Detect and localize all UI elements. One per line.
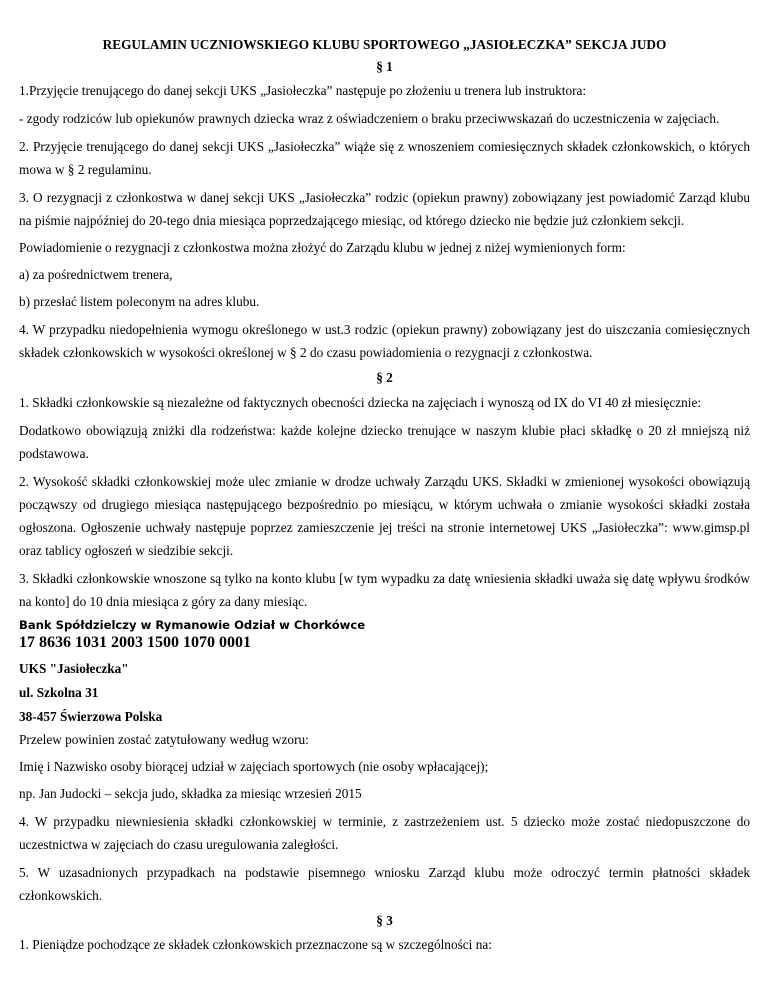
s2-paragraph: Dodatkowo obowiązują zniżki dla rodzeństwa: każde kolejne dziecko trenujące w naszym klubie płaci składkę o 20 zł mniejszą niż podstawowa. [19,423,750,461]
s1-paragraph: 4. W przypadku niedopełnienia wymogu określonego w ust.3 rodzic (opiekun prawny) zobowiązany jest do uiszczania comiesięcznych składek członkowskich w wysokości określonej w § 2 do czasu powiadomienia o rezygnacji z członkostwa. [19,322,750,360]
s1-paragraph: Powiadomienie o rezygnacji z członkostwa można złożyć do Zarządu klubu w jednej z niżej wymienionych form: [19,240,626,255]
s1-paragraph: 3. O rezygnacji z członkostwa w danej sekcji UKS „Jasiołeczka” rodzic (opiekun prawny) zobowiązany jest powiadomić Zarząd klubu na piśmie najpóźniej do 20-tego dnia miesiąca poprzedzającego miesiąc, od którego dziecko nie będzie już członkiem sekcji. [19,190,750,228]
document-title: REGULAMIN UCZNIOWSKIEGO KLUBU SPORTOWEGO „JASIOŁECZKA” SEKCJA JUDO [102,37,667,52]
s2-paragraph: np. Jan Judocki – sekcja judo, składka za miesiąc wrzesień 2015 [19,786,362,801]
s1-paragraph: - zgody rodziców lub opiekunów prawnych dziecka wraz z oświadczeniem o braku przeciwwskazań do uczestniczenia w zajęciach. [19,111,720,126]
s2-paragraph: 1. Składki członkowskie są niezależne od faktycznych obecności dziecka na zajęciach i wynoszą od IX do VI 40 zł miesięcznie: [19,395,702,410]
recipient-name: UKS "Jasiołeczka" [19,661,129,676]
s1-paragraph: b) przesłać listem poleconym na adres klubu. [19,294,260,309]
s3-paragraph: 1. Pieniądze pochodzące ze składek członkowskich przeznaczone są w szczególności na: [19,937,492,952]
s1-paragraph: 2. Przyjęcie trenującego do danej sekcji UKS „Jasiołeczka” wiąże się z wnoszeniem comiesięcznych składek członkowskich, o których mowa w § 2 regulaminu. [19,139,750,177]
s2-paragraph: 4. W przypadku niewniesienia składki członkowskiej w terminie, z zastrzeżeniem ust. 5 dziecko może zostać niedopuszczone do uczestnictwa w zajęciach do czasu uregulowania zaległości. [19,814,750,852]
s1-paragraph: 1.Przyjęcie trenującego do danej sekcji UKS „Jasiołeczka” następuje po złożeniu u trenera lub instruktora: [19,83,587,98]
bank-name: Bank Spółdzielczy w Rymanowie Odział w Chorkówce [19,618,366,632]
bank-account-number: 17 8636 1031 2003 1500 1070 0001 [19,634,251,651]
s2-paragraph: Imię i Nazwisko osoby biorącej udział w zajęciach sportowych (nie osoby wpłacającej); [19,759,489,774]
s2-paragraph: 5. W uzasadnionych przypadkach na podstawie pisemnego wniosku Zarząd klubu może odroczyć termin płatności składek członkowskich. [19,865,750,903]
s1-paragraph: a) za pośrednictwem trenera, [19,267,173,282]
section-2-heading: § 2 [376,370,393,385]
recipient-street: ul. Szkolna 31 [19,685,99,700]
s2-paragraph: 2. Wysokość składki członkowskiej może ulec zmianie w drodze uchwały Zarządu UKS. Składki w zmienionej wysokości obowiązują począwszy od drugiego miesiąca następującego bezpośrednio po miesiącu, w którym uchwała o zmianie wysokości składki została ogłoszona. Ogłoszenie uchwały następuje poprzez zamieszczenie jej treści na stronie internetowej UKS „Jasiołeczka”: www.gimsp.pl oraz tablicy ogłoszeń w siedzibie sekcji. [19,474,750,558]
s2-paragraph: Przelew powinien zostać zatytułowany według wzoru: [19,732,309,747]
s2-paragraph: 3. Składki członkowskie wnoszone są tylko na konto klubu [w tym wypadku za datę wniesienia składki uważa się datę wpływu środków na konto] do 10 dnia miesiąca z góry za dany miesiąc. [19,571,750,609]
section-1-heading: § 1 [376,59,393,74]
section-3-heading: § 3 [376,913,393,928]
recipient-city: 38-457 Świerzowa Polska [19,709,163,724]
document-page [19,36,750,961]
